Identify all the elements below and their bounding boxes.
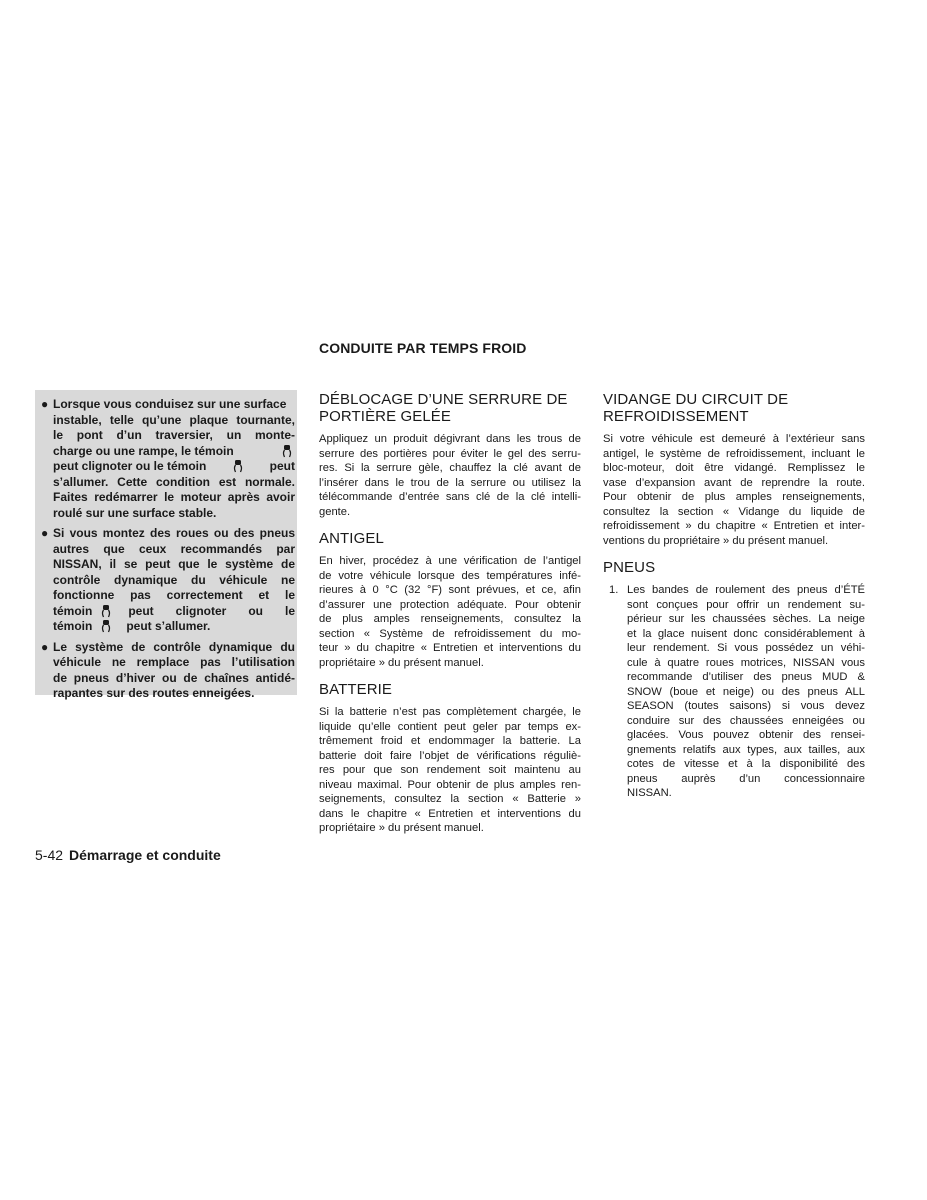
text-line: l’insérer dans le trou de la serrure ou utilisez la	[319, 476, 581, 489]
heading-line: PORTIÈRE GELÉE	[319, 408, 451, 425]
text-line: niveau maximal. Pour obtenir de plus amples ren-	[319, 778, 581, 791]
chapter-title: Démarrage et conduite	[69, 847, 221, 863]
text-fragment: peut clignoter ou le	[128, 603, 295, 618]
paragraph-vidange	[603, 432, 865, 548]
text-line: gnements relatifs aux types, aux tailles, aux	[627, 743, 865, 756]
text-line: bloc-moteur, doit être vidangé. Remplissez le	[603, 462, 865, 474]
text-line: recommande d’utiliser des pneus MUD &	[627, 671, 865, 683]
text-line	[53, 459, 295, 475]
text-line: SNOW (boue et neige) ou des pneus ALL	[627, 685, 865, 698]
text-line: de pneus d’hiver ou de chaînes antidé-	[53, 670, 295, 685]
list-item	[603, 583, 865, 801]
text-line: de votre véhicule lorsque des températures infé-	[319, 569, 581, 582]
heading-line: DÉBLOCAGE D’UNE SERRURE DE	[319, 391, 568, 408]
text-fragment: charge ou une rampe, le témoin	[53, 443, 234, 458]
text-line: leur rendement. Si vous possédez un véhi-	[627, 642, 865, 654]
warning-bullet-3	[41, 640, 295, 702]
text-line: Les bandes de roulement des pneus d’ÉTÉ	[627, 584, 865, 596]
text-line: contrôle dynamique du véhicule ne	[53, 572, 295, 587]
text-line: En hiver, procédez à une vérification de l’antigel	[319, 555, 581, 567]
right-column	[603, 391, 865, 809]
text-line: propriétaire » du présent manuel.	[319, 822, 484, 834]
text-line: ventions du propriétaire » du présent manuel.	[603, 534, 829, 547]
bullet-dot: ●	[41, 397, 49, 411]
text-line: NISSAN.	[627, 787, 672, 799]
slip-indicator-icon	[281, 444, 293, 458]
text-line: cule à quatre roues motrices, NISSAN vous	[627, 656, 865, 669]
text-fragment: témoin	[53, 603, 93, 618]
text-line: fonctionne pas correctement et le	[53, 588, 295, 602]
warning-bullet-2	[41, 526, 295, 635]
text-line: et la glace nuisent donc considérablement à	[627, 627, 865, 640]
text-line	[53, 604, 295, 620]
text-line	[53, 444, 295, 460]
text-line: SEASON (toutes saisons) si vous devez	[627, 700, 865, 712]
paragraph-batterie	[319, 705, 581, 836]
text-line: véhicule ne remplace pas l’utilisation	[53, 655, 295, 669]
text-fragment: peut s’allumer.	[126, 619, 211, 633]
text-line: cotes de vitesse et à la disponibilité des	[627, 758, 865, 770]
text-line: le pont d’un traversier, un monte-	[53, 428, 295, 442]
text-line: télécommande d’entrée sans clé de la clé intelli-	[319, 491, 581, 503]
text-line: d’assurer une protection adéquate. Pour obtenir	[319, 598, 581, 611]
text-line: Le système de contrôle dynamique du	[53, 639, 295, 654]
heading-line: REFROIDISSEMENT	[603, 408, 749, 425]
text-fragment: témoin	[53, 619, 93, 633]
slip-indicator-icon	[100, 604, 112, 618]
page-number: 5-42	[35, 847, 64, 863]
paragraph-deblocage	[319, 432, 581, 519]
heading-batterie: BATTERIE	[319, 681, 393, 698]
text-line: Appliquez un produit dégivrant dans les trous de	[319, 433, 581, 445]
text-line: périeur sur les chaussées sèches. La neige	[627, 613, 865, 625]
section-title: CONDUITE PAR TEMPS FROID	[319, 340, 527, 356]
text-line: conduire sur des chaussées enneigées ou	[627, 714, 865, 727]
text-line: res. Si la serrure gèle, chauffez la clé avant de	[319, 462, 581, 474]
text-line: NISSAN, il se peut que le système de	[53, 557, 295, 571]
bullet-dot: ●	[41, 526, 49, 540]
middle-column	[319, 391, 581, 844]
text-line: batterie doit faire l’objet de vérifications réguliè-	[319, 749, 581, 762]
text-line: propriétaire » du présent manuel.	[319, 656, 484, 669]
list-item-number: 1.	[609, 584, 619, 596]
text-line: roulé sur une surface stable.	[53, 505, 217, 520]
heading-line: VIDANGE DU CIRCUIT DE	[603, 391, 789, 408]
text-line: rapantes sur des routes enneigées.	[53, 686, 255, 700]
text-line: refroidissement » du chapitre « Entretien et inter-	[603, 520, 865, 532]
text-line: Lorsque vous conduisez sur une surface	[53, 397, 287, 411]
text-line: instable, telle qu’une plaque tournante,	[53, 412, 295, 427]
warning-bullet-1	[41, 397, 295, 521]
warning-box	[35, 390, 297, 700]
bullet-dot: ●	[41, 639, 49, 654]
text-line: sont conçues pour offrir un rendement su-	[627, 598, 865, 611]
vdc-off-indicator-icon	[100, 619, 112, 633]
heading-vidange	[603, 391, 865, 425]
text-line	[53, 619, 295, 635]
text-line: teur » du chapitre « Entretien et interventions du	[319, 642, 581, 654]
text-line: autres que ceux recommandés par	[53, 541, 295, 556]
heading-pneus: PNEUS	[603, 559, 656, 576]
text-line: pneus auprès d’un concessionnaire	[627, 772, 865, 785]
text-line: consultez la section « Vidange du liquide de	[603, 505, 865, 518]
text-line: res pour que son rendement soit maintenu au	[319, 764, 581, 776]
text-fragment: peut clignoter ou le témoin	[53, 459, 207, 473]
text-line: Pour obtenir de plus amples renseignements,	[603, 491, 865, 503]
text-line: de plus amples renseignements, consultez la	[319, 613, 581, 625]
page-footer	[35, 847, 221, 863]
text-line: vase d’expansion avant de reprendre la route.	[603, 476, 865, 489]
text-line: seignements, consultez la section « Batterie »	[319, 793, 581, 805]
text-line: glacées. Vous pouvez obtenir des rensei-	[627, 729, 865, 741]
text-line: Faites redémarrer le moteur après avoir	[53, 490, 295, 504]
text-fragment: peut	[269, 459, 295, 473]
heading-deblocage	[319, 391, 581, 425]
paragraph-antigel	[319, 554, 581, 670]
text-line: liquide qu’elle contient peut geler par temps ex-	[319, 720, 581, 733]
paragraph-pneus	[627, 583, 865, 801]
text-line: Si vous montez des roues ou des pneus	[53, 526, 295, 540]
text-line: antigel, le système de refroidissement, incluant le	[603, 447, 865, 460]
text-line: s’allumer. Cette condition est normale.	[53, 474, 295, 489]
text-line: rieures à 0 °C (32 °F) sont prévues, et ce, afin	[319, 584, 581, 596]
text-line: Si votre véhicule est demeuré à l’extérieur sans	[603, 433, 865, 445]
vdc-off-indicator-icon	[232, 459, 244, 473]
text-line: dans le chapitre « Entretien et interventions du	[319, 807, 581, 820]
heading-antigel: ANTIGEL	[319, 530, 384, 547]
text-line: gente.	[319, 505, 351, 518]
text-line: serrure des portières pour éviter le gel des serru-	[319, 447, 581, 460]
text-line: section « Système de refroidissement du mo-	[319, 627, 581, 640]
text-line: trêmement froid et endommager la batterie. La	[319, 735, 581, 747]
text-line: Si la batterie n’est pas complètement chargée, le	[319, 706, 581, 718]
